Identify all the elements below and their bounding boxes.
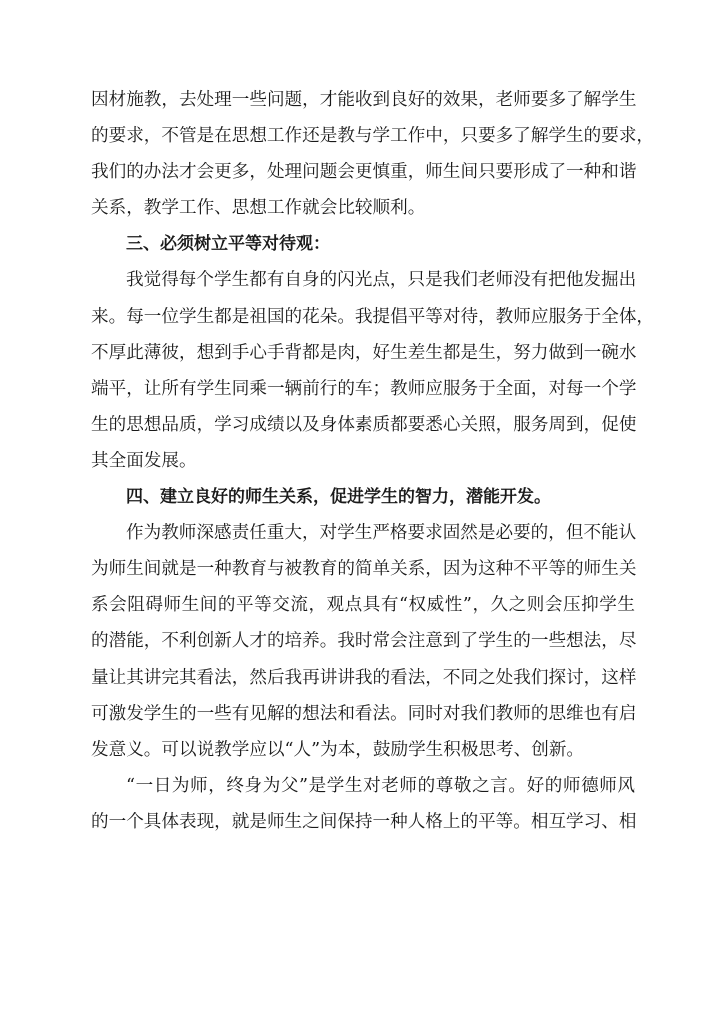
section-heading-3: 三、必须树立平等对待观： [126,234,330,255]
paragraph-line: 的潜能，不利创新人才的培养。我时常会注意到了学生的一些想法，尽 [91,631,637,652]
paragraph-line: 作为教师深感责任重大，对学生严格要求固然是必要的，但不能认 [126,523,637,544]
paragraph-line: 端平，让所有学生同乘一辆前行的车；教师应服务于全面，对每一个学 [91,378,637,399]
paragraph-line: “一日为师，终身为父”是学生对老师的尊敬之言。好的师德师风 [126,775,635,796]
document-body [91,82,655,840]
paragraph-line: 为师生间就是一种教育与被教育的简单关系，因为这种不平等的师生关 [91,559,637,580]
paragraph-line: 来。每一位学生都是祖国的花朵。我提倡平等对待，教师应服务于全体， [91,306,655,327]
paragraph-line: 我们的办法才会更多，处理问题会更慎重，师生间只要形成了一种和谐 [91,162,637,183]
paragraph-line: 不厚此薄彼，想到手心手背都是肉，好生差生都是生，努力做到一碗水 [91,342,637,363]
paragraph-line: 系会阻碍师生间的平等交流，观点具有“权威性”，久之则会压抑学生 [91,595,635,616]
paragraph-line: 关系，教学工作、思想工作就会比较顺利。 [91,198,426,219]
paragraph-line: 发意义。可以说教学应以“人”为本，鼓励学生积极思考、创新。 [91,739,585,760]
section-heading-4: 四、建立良好的师生关系，促进学生的智力，潜能开发。 [126,487,551,508]
paragraph-line: 其全面发展。 [91,450,197,471]
paragraph-line: 因材施教，去处理一些问题，才能收到良好的效果，老师要多了解学生 [91,90,637,110]
paragraph-line: 量让其讲完其看法，然后我再讲讲我的看法，不同之处我们探讨，这样 [91,667,637,688]
paragraph-line: 的一个具体表现，就是师生之间保持一种人格上的平等。相互学习、相 [91,811,637,832]
paragraph-line: 可激发学生的一些有见解的想法和看法。同时对我们教师的思维也有启 [91,703,637,724]
paragraph-line: 的要求，不管是在思想工作还是教与学工作中，只要多了解学生的要求， [91,126,655,147]
paragraph-line: 生的思想品质，学习成绩以及身体素质都要悉心关照，服务周到，促使 [91,414,637,435]
paragraph-line: 我觉得每个学生都有自身的闪光点，只是我们老师没有把他发掘出 [126,270,637,291]
